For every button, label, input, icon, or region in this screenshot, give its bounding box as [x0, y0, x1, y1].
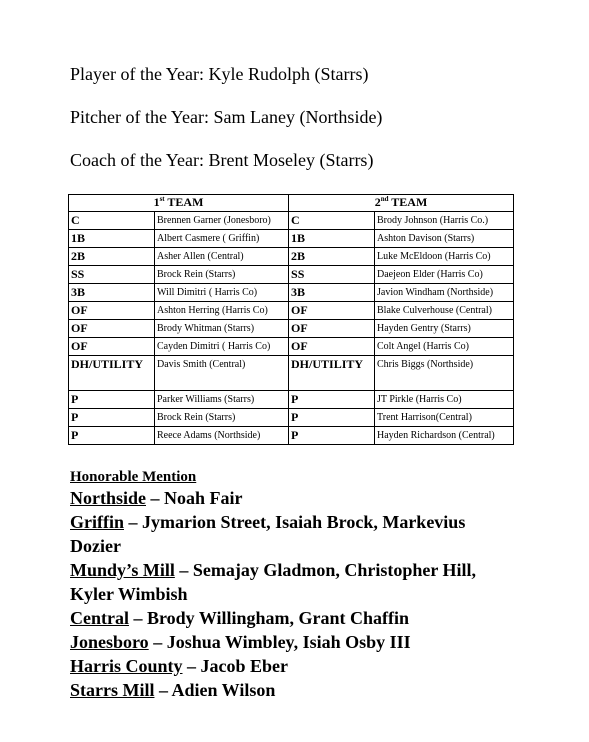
table-row — [69, 248, 514, 266]
second-team-player: Daejeon Elder (Harris Co) — [375, 266, 514, 284]
honorable-mention-entry — [70, 558, 510, 606]
school-name: Northside — [70, 488, 146, 508]
second-team-player: Luke McEldoon (Harris Co) — [375, 248, 514, 266]
second-team-position: C — [289, 212, 375, 230]
first-team-position: C — [69, 212, 155, 230]
honorable-mention-entry — [70, 606, 510, 630]
second-team-player: JT Pirkle (Harris Co) — [375, 391, 514, 409]
first-team-player: Brock Rein (Starrs) — [155, 266, 289, 284]
second-team-header: 2nd TEAM — [289, 195, 514, 212]
second-team-player: Ashton Davison (Starrs) — [375, 230, 514, 248]
first-team-position: OF — [69, 320, 155, 338]
table-row — [69, 320, 514, 338]
table-row — [69, 427, 514, 445]
first-team-header: 1st TEAM — [69, 195, 289, 212]
second-team-player: Javion Windham (Northside) — [375, 284, 514, 302]
first-team-position: P — [69, 427, 155, 445]
table-row — [69, 302, 514, 320]
player-names: – Noah Fair — [146, 488, 243, 508]
first-team-position: 2B — [69, 248, 155, 266]
second-team-position: P — [289, 409, 375, 427]
school-name: Central — [70, 608, 129, 628]
school-name: Mundy’s Mill — [70, 560, 175, 580]
school-name: Griffin — [70, 512, 124, 532]
player-names: – Joshua Wimbley, Isiah Osby III — [148, 632, 411, 652]
first-team-player: Reece Adams (Northside) — [155, 427, 289, 445]
first-team-position: 3B — [69, 284, 155, 302]
school-name: Harris County — [70, 656, 183, 676]
second-team-player: Blake Culverhouse (Central) — [375, 302, 514, 320]
player-names: – Jymarion Street, Isaiah Brock, Markevius Dozier — [70, 512, 466, 556]
second-team-player: Hayden Gentry (Starrs) — [375, 320, 514, 338]
second-team-position: DH/UTILITY — [289, 356, 375, 391]
second-team-player: Brody Johnson (Harris Co.) — [375, 212, 514, 230]
award-player-of-year: Player of the Year: Kyle Rudolph (Starrs) — [70, 64, 369, 84]
honorable-mention-entry — [70, 630, 510, 654]
award-pitcher-of-year: Pitcher of the Year: Sam Laney (Northside) — [70, 107, 383, 127]
school-name: Starrs Mill — [70, 680, 155, 700]
all-region-table — [68, 194, 514, 445]
first-team-player: Albert Casmere ( Griffin) — [155, 230, 289, 248]
first-team-player: Will Dimitri ( Harris Co) — [155, 284, 289, 302]
second-team-player: Colt Angel (Harris Co) — [375, 338, 514, 356]
first-team-player: Cayden Dimitri ( Harris Co) — [155, 338, 289, 356]
first-team-player: Parker Williams (Starrs) — [155, 391, 289, 409]
second-team-player: Trent Harrison(Central) — [375, 409, 514, 427]
table-row — [69, 284, 514, 302]
first-team-position: P — [69, 391, 155, 409]
first-team-position: SS — [69, 266, 155, 284]
first-team-player: Davis Smith (Central) — [155, 356, 289, 391]
table-row — [69, 391, 514, 409]
first-team-position: P — [69, 409, 155, 427]
school-name: Jonesboro — [70, 632, 149, 652]
second-team-position: OF — [289, 338, 375, 356]
award-coach-of-year: Coach of the Year: Brent Moseley (Starrs) — [70, 150, 374, 170]
first-team-position: DH/UTILITY — [69, 356, 155, 391]
first-team-position: OF — [69, 302, 155, 320]
table-row — [69, 212, 514, 230]
player-names: – Jacob Eber — [182, 656, 288, 676]
honorable-mention-title: Honorable Mention — [70, 469, 197, 485]
second-team-player: Chris Biggs (Northside) — [375, 356, 514, 391]
first-team-player: Asher Allen (Central) — [155, 248, 289, 266]
honorable-mention-entry — [70, 510, 510, 558]
second-team-position: OF — [289, 302, 375, 320]
player-names: – Brody Willingham, Grant Chaffin — [128, 608, 410, 628]
first-team-player: Brennen Garner (Jonesboro) — [155, 212, 289, 230]
honorable-mention-list — [70, 486, 510, 702]
first-team-player: Brock Rein (Starrs) — [155, 409, 289, 427]
second-team-position: 3B — [289, 284, 375, 302]
table-row — [69, 230, 514, 248]
table-row — [69, 356, 514, 391]
second-team-position: SS — [289, 266, 375, 284]
second-team-position: P — [289, 391, 375, 409]
first-team-position: OF — [69, 338, 155, 356]
honorable-mention-entry — [70, 678, 510, 702]
player-names: – Semajay Gladmon, Christopher Hill, Kyler Wimbish — [70, 560, 477, 604]
second-team-position: OF — [289, 320, 375, 338]
player-names: – Adien Wilson — [154, 680, 276, 700]
table-row — [69, 338, 514, 356]
second-team-position: 1B — [289, 230, 375, 248]
honorable-mention-entry — [70, 654, 510, 678]
second-team-player: Hayden Richardson (Central) — [375, 427, 514, 445]
second-team-position: 2B — [289, 248, 375, 266]
first-team-player: Ashton Herring (Harris Co) — [155, 302, 289, 320]
first-team-player: Brody Whitman (Starrs) — [155, 320, 289, 338]
second-team-position: P — [289, 427, 375, 445]
first-team-position: 1B — [69, 230, 155, 248]
honorable-mention-entry — [70, 486, 510, 510]
table-row — [69, 266, 514, 284]
table-row — [69, 409, 514, 427]
